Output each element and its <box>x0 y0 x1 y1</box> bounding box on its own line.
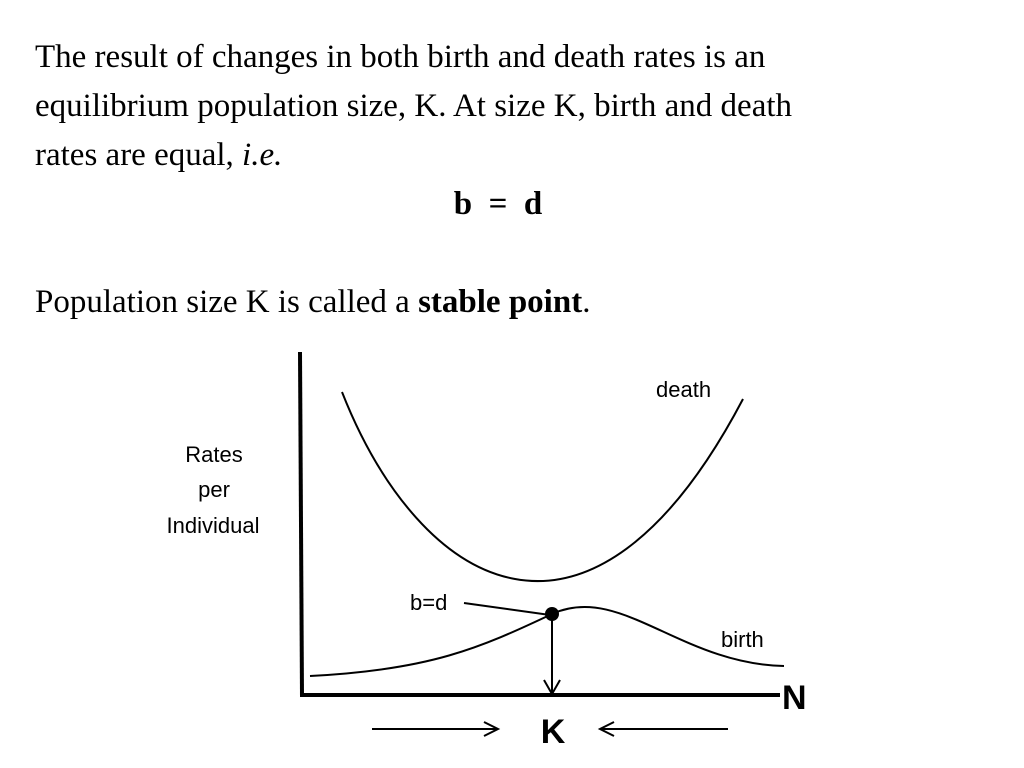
y-axis-label-line-2: per <box>198 477 230 502</box>
intro-line-3-prefix: rates are equal, <box>35 137 243 173</box>
stable-prefix: Population size K is called a <box>35 284 419 320</box>
death-curve <box>342 392 743 581</box>
y-axis <box>300 352 302 697</box>
bd-leader-line <box>464 603 550 615</box>
y-axis-label-line-3: Individual <box>166 513 260 538</box>
bd-label: b=d <box>410 590 448 615</box>
stable-suffix: . <box>582 284 591 320</box>
intro-line-1: The result of changes in both birth and death rates is an <box>35 39 766 75</box>
ie-italic: i.e. <box>242 137 283 173</box>
k-label: K <box>540 713 566 751</box>
intro-line-2: equilibrium population size, K. At size K, birth and death <box>35 88 793 124</box>
birth-label: birth <box>721 627 764 652</box>
equation: b = d <box>453 186 543 222</box>
x-axis-label: N <box>782 679 807 717</box>
stable-point-term: stable point <box>418 284 583 320</box>
death-label: death <box>656 377 712 402</box>
y-axis-label-line-1: Rates <box>185 442 243 467</box>
